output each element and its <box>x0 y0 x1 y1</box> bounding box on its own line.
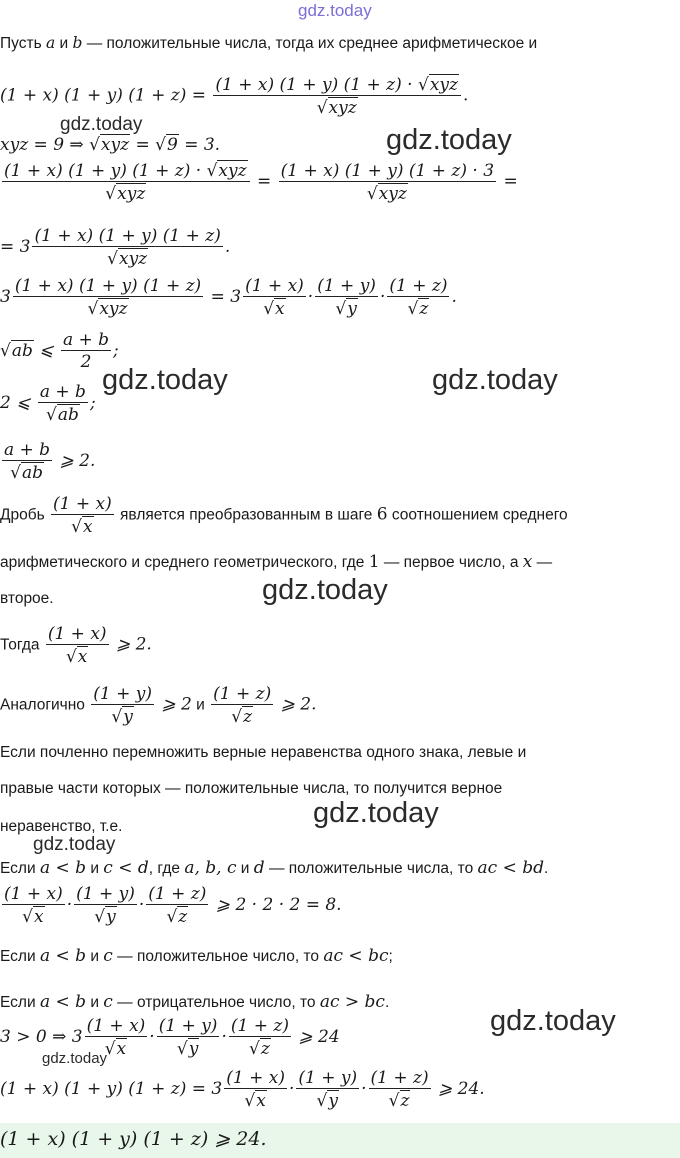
fraction: $\frac{(1 + x) (1 + y) (1 + z)}{\text{√xyz}}$ <box>14 276 202 319</box>
equation-3: $\frac{\text{(1 + x) (1 + y) (1 + z) · √xyz}}{\text{√xyz}}$ = $\frac{(1 + x) (1 + y) (1 + z) \cdot 3}{\text{√xyz}}$ = <box>4 160 518 204</box>
equation-1: (1 + x) (1 + y) (1 + z) = $\frac{\text{(1 + x) (1 + y) (1 + z) · √xyz}}{\text{√xyz}}$ . <box>0 75 469 118</box>
paragraph-2-line-3: неравенство, т.е. <box>0 818 123 835</box>
fraction: $\frac{(1 + z)}{√z}$ <box>230 1016 289 1059</box>
inequality-1: √ab ⩽ $\frac{a + b}{2}$ ; <box>0 330 119 372</box>
rule-3: Если a < b и c — отрицательное число, то ac > bc. <box>0 992 390 1012</box>
watermark: gdz.today <box>102 364 228 396</box>
fraction: $\frac{(1 + x)}{√x}$ <box>86 1016 146 1059</box>
fraction: $\frac{a + b}{2}$ <box>62 330 110 372</box>
fraction: $\frac{(1 + z)}{√z}$ <box>213 684 272 727</box>
similarly-line: Аналогично $\frac{(1 + y)}{√y}$ ⩾ 2 и $\frac{(1 + z)}{√z}$ ⩾ 2. <box>0 684 317 727</box>
fraction: $\frac{a + b}{√ab}$ <box>4 440 51 483</box>
fraction: $\frac{\text{(1 + x) (1 + y) (1 + z) · √xyz}}{\text{√xyz}}$ <box>213 74 461 118</box>
fraction: $\frac{(1 + z)}{√z}$ <box>389 276 448 319</box>
watermark: gdz.today <box>33 834 116 855</box>
product-line: $\frac{(1 + x)}{√x}$ · $\frac{(1 + y)}{√y}$ · $\frac{(1 + z)}{√z}$ ⩾ 2 · 2 · 2 = 8. <box>4 884 342 927</box>
then-line: Тогда $\frac{(1 + x)}{√x}$ ⩾ 2. <box>0 624 152 667</box>
fraction: $\frac{(1 + x)}{√x}$ <box>53 494 112 537</box>
equation-5: 3 $\frac{(1 + x) (1 + y) (1 + z)}{\text{√xyz}}$ = 3 $\frac{(1 + x)}{√x}$ · $\frac{(1 + y)}{√y}$ · $\frac{(1 + z)}{√z}$ . <box>0 276 457 319</box>
watermark: gdz.today <box>262 574 388 606</box>
paragraph-1-line-3: второе. <box>0 590 54 607</box>
fraction: $\frac{(1 + x) (1 + y) (1 + z)}{\text{√xyz}}$ <box>34 226 221 269</box>
inequality-3: $\frac{a + b}{√ab}$ ⩾ 2. <box>4 440 96 483</box>
watermark: gdz.today <box>42 1050 108 1067</box>
equation-2: xyz = 9 ⇒ √xyz = √9 = 3. <box>0 135 221 155</box>
inequality-2: 2 ⩽ $\frac{a + b}{√ab}$ ; <box>0 382 96 425</box>
fraction: $\frac{(1 + x)}{√x}$ <box>4 884 63 927</box>
fraction: $\frac{(1 + y)}{√y}$ <box>317 276 376 319</box>
fraction: $\frac{(1 + x)}{√x}$ <box>245 276 304 319</box>
fraction: $\frac{(1 + y)}{√y}$ <box>298 1068 358 1111</box>
fraction: $\frac{(1 + x) (1 + y) (1 + z) \cdot 3}{\text{√xyz}}$ <box>280 160 495 204</box>
equation-4: = 3 $\frac{(1 + x) (1 + y) (1 + z)}{\text{√xyz}}$ . <box>0 226 231 269</box>
watermark: gdz.today <box>490 1005 616 1037</box>
fraction: $\frac{(1 + y)}{√y}$ <box>76 884 135 927</box>
fraction: $\frac{(1 + z)}{√z}$ <box>148 884 207 927</box>
watermark: gdz.today <box>432 364 558 396</box>
fraction: $\frac{(1 + x)}{√x}$ <box>226 1068 285 1111</box>
fraction: $\frac{(1 + y)}{√y}$ <box>93 684 152 727</box>
watermark: gdz.today <box>60 114 143 135</box>
rule-2: Если a < b и c — положительное число, то ac < bc; <box>0 946 393 966</box>
intro-text: Пусть a и b — положительные числа, тогда их среднее арифметическое и <box>0 34 538 52</box>
paragraph-2-line-1: Если почленно перемножить верные неравенства одного знака, левые и <box>0 744 527 761</box>
fraction: $\frac{a + b}{√ab}$ <box>39 382 86 425</box>
paragraph-1-line-1: Дробь $\frac{(1 + x)}{√x}$ является преобразованным в шаге 6 соотношением среднего <box>0 494 568 537</box>
watermark: gdz.today <box>386 124 512 156</box>
fraction: $\frac{(1 + x)}{√x}$ <box>47 624 107 667</box>
watermark: gdz.today <box>313 797 439 829</box>
fraction: $\frac{(1 + z)}{√z}$ <box>370 1068 429 1111</box>
paragraph-1-line-2: арифметического и среднего геометрического, где 1 — первое число, а x — <box>0 552 553 572</box>
final-answer: (1 + x) (1 + y) (1 + z) ⩾ 24. <box>0 1128 267 1150</box>
result-2: (1 + x) (1 + y) (1 + z) = 3 $\frac{(1 + x)}{√x}$ · $\frac{(1 + y)}{√y}$ · $\frac{(1 + z)}{√z}$ ⩾ 24. <box>0 1068 485 1111</box>
watermark-top: gdz.today <box>298 1 372 20</box>
rule-1: Если a < b и c < d, где a, b, c и d — положительные числа, то ac < bd. <box>0 858 549 878</box>
fraction: $\frac{(1 + y)}{√y}$ <box>158 1016 218 1059</box>
result-1: 3 > 0 ⇒ 3 $\frac{(1 + x)}{√x}$ · $\frac{(1 + y)}{√y}$ · $\frac{(1 + z)}{√z}$ ⩾ 24 <box>0 1016 340 1059</box>
fraction: $\frac{\text{(1 + x) (1 + y) (1 + z) · √xyz}}{\text{√xyz}}$ <box>2 160 250 204</box>
paragraph-2-line-2: правые части которых — положительные числа, то получится верное <box>0 780 503 797</box>
